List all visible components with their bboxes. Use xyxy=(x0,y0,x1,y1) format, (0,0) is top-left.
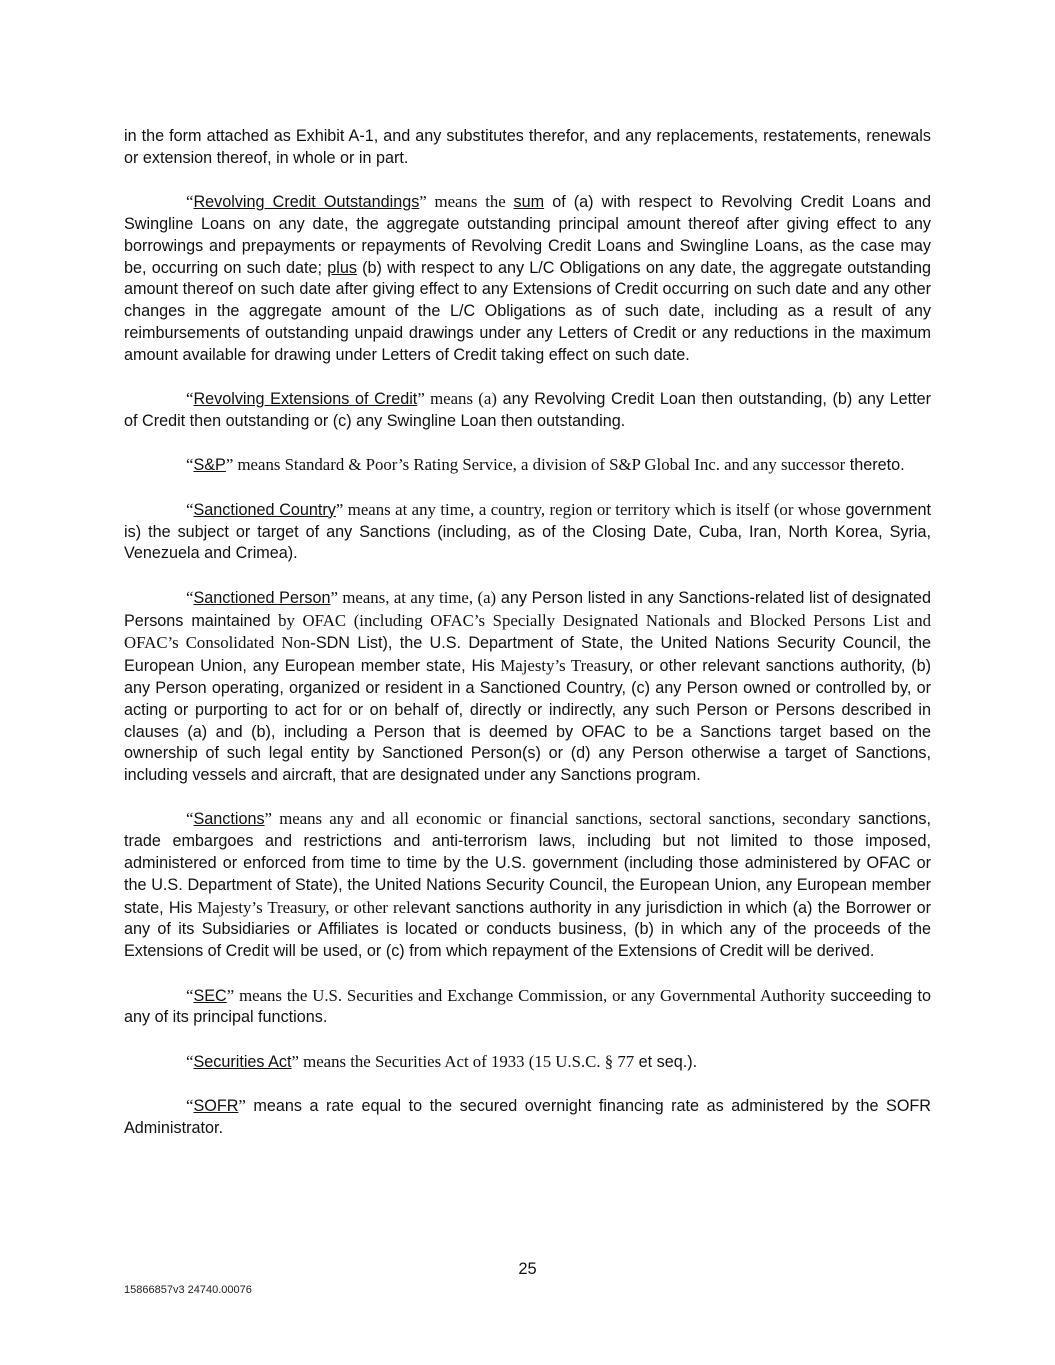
definition-text: SDN List), the U.S. Department of State, the United Nations Security Council, the European Union, any European member state, His xyxy=(124,634,931,676)
defined-term: S&P xyxy=(193,456,226,475)
defined-term: Securities Act xyxy=(193,1052,292,1071)
definition-text: any Person listed in any Sanctions-related list of designated Persons maintained xyxy=(124,588,932,630)
definition-sec xyxy=(124,985,931,1030)
open-quote: “ xyxy=(186,455,194,475)
open-quote: “ xyxy=(186,587,194,607)
document-body xyxy=(124,126,931,1161)
continuation-text: in the form attached as Exhibit A-1, and any substitutes therefor, and any replacements, restatements, renewals or extension thereof, in whole or in part. xyxy=(124,127,931,167)
definition-text: ury, or other relevant sanctions authority, (b) any Person operating, organized or resident in a Sanctioned Country, (c) any Person owned or controlled by, or acting or purporting to act for or on behalf of, directly or indirectly, any such Person or Persons described in clauses (a) and (b), including a Person that is deemed by OFAC to be a Sanctions target based on the ownership of such legal entity by Sanctioned Person(s) or (d) any Person otherwise a target of Sanctions, including vessels and aircraft, that are designated under any Sanctions program. xyxy=(124,657,931,785)
definition-text: any Revolving Credit Loan then outstanding, (b) any Letter of Credit then outstanding or (c) any Swingline Loan then outstanding. xyxy=(124,390,932,430)
definition-text: evant sanctions authority in any jurisdiction in which (a) the Borrower or any of its Subsidiaries or Affiliates is located or conducts business, (b) in which any of the proceeds of the Extensions of Credit will be used, or (c) from which repayment of the Extensions of Credit will be derived. xyxy=(124,898,931,961)
plus-term: plus xyxy=(327,258,357,277)
defined-term: Revolving Extensions of Credit xyxy=(193,390,418,409)
open-quote: “ xyxy=(186,809,194,829)
open-quote: “ xyxy=(186,1051,194,1071)
close-quote: ” xyxy=(225,455,234,475)
defined-term: Sanctions xyxy=(193,810,265,829)
page-number: 25 xyxy=(518,1260,537,1278)
close-quote: ” xyxy=(238,1096,246,1116)
definition-text: sanctions, trade embargoes and restrictions and anti-terrorism laws, including but not limited to those imposed, administered or enforced from time to time by the U.S. government (including those administered by OFAC or the U.S. Department of State), the United Nations Security Council, the European Union, any European member state, His xyxy=(124,810,932,917)
open-quote: “ xyxy=(186,985,194,1005)
definition-text: government is) the subject or target of any Sanctions (including, as of the Closing Date, Cuba, Iran, North Korea, Syria, Venezuela and Crimea). xyxy=(124,500,931,563)
open-quote: “ xyxy=(186,1096,194,1116)
sum-term: sum xyxy=(513,193,545,212)
definition-text-serif: Majesty’s Treas xyxy=(494,656,608,676)
means-text: means the Securities Act of 1933 (15 U.S.C. § 77 xyxy=(298,1051,635,1071)
definition-sanctioned-person xyxy=(124,587,931,787)
open-quote: “ xyxy=(186,499,194,519)
definition-sanctions xyxy=(124,808,931,963)
definition-text: et seq.). xyxy=(634,1052,698,1071)
defined-term: Sanctioned Country xyxy=(193,500,336,519)
definition-s-and-p xyxy=(124,454,931,477)
means-text: means any and all economic or financial sanctions, sectoral sanctions, secondary xyxy=(272,809,851,829)
document-id: 15866857v3 24740.00076 xyxy=(124,1284,252,1296)
defined-term: SOFR xyxy=(193,1097,239,1116)
definition-text: (b) with respect to any L/C Obligations on any date, the aggregate outstanding amount thereof on such date after giving effect to any Extensions of Credit occurring on such date and any other changes in the aggregate amount of the L/C Obligations as of such date, including as a result of any reimbursements of outstanding unpaid drawings under any Letters of Credit or any reductions in the maximum amount available for drawing under Letters of Credit taking effect on such date. xyxy=(124,258,931,364)
definition-text-serif: Majesty’s Treasury, or other rel xyxy=(192,897,411,917)
means-text: means the U.S. Securities and Exchange Commission, or any Governmental Authority xyxy=(234,985,826,1005)
definition-text: thereto. xyxy=(845,456,905,475)
close-quote: ” xyxy=(330,587,338,607)
definition-revolving-credit-outstandings xyxy=(124,191,931,366)
definition-securities-act xyxy=(124,1051,931,1074)
means-text: means the xyxy=(426,192,514,212)
close-quote: ” xyxy=(335,499,344,519)
definition-text: means a rate equal to the secured overnight financing rate as administered by the SOFR Administrator. xyxy=(124,1097,931,1138)
close-quote: ” xyxy=(417,389,425,409)
continuation-paragraph xyxy=(124,126,931,170)
definition-sanctioned-country xyxy=(124,499,931,565)
definition-text: succeeding to any of its principal functions. xyxy=(124,986,931,1027)
close-quote: ” xyxy=(419,192,427,212)
defined-term: Revolving Credit Outstandings xyxy=(193,193,420,212)
means-text: means, at any time, (a) xyxy=(337,587,497,607)
definition-text: of (a) with respect to Revolving Credit Loans and Swingline Loans on any date, the aggregate outstanding principal amount thereof after giving effect to any borrowings and prepayments or repayments of Revolving Credit Loans and Swingline Loans, as the case may be, occurring on such date; xyxy=(124,193,931,277)
defined-term: SEC xyxy=(193,986,227,1005)
close-quote: ” xyxy=(226,985,235,1005)
definition-sofr xyxy=(124,1095,931,1140)
open-quote: “ xyxy=(186,389,194,409)
definition-text-serif: by OFAC (including OFAC’s Specially Designated Nationals and Blocked Persons List and OFAC’s Consolidated Non- xyxy=(124,610,931,653)
means-text: means Standard & Poor’s Rating Service, a division of S&P Global Inc. and any successor xyxy=(233,455,846,475)
close-quote: ” xyxy=(291,1051,299,1071)
close-quote: ” xyxy=(264,809,272,829)
open-quote: “ xyxy=(186,192,194,212)
means-text: means at any time, a country, region or territory which is itself (or whose xyxy=(343,499,841,519)
definition-revolving-extensions-of-credit xyxy=(124,388,931,433)
defined-term: Sanctioned Person xyxy=(193,588,331,607)
means-text: means (a) xyxy=(424,389,497,409)
